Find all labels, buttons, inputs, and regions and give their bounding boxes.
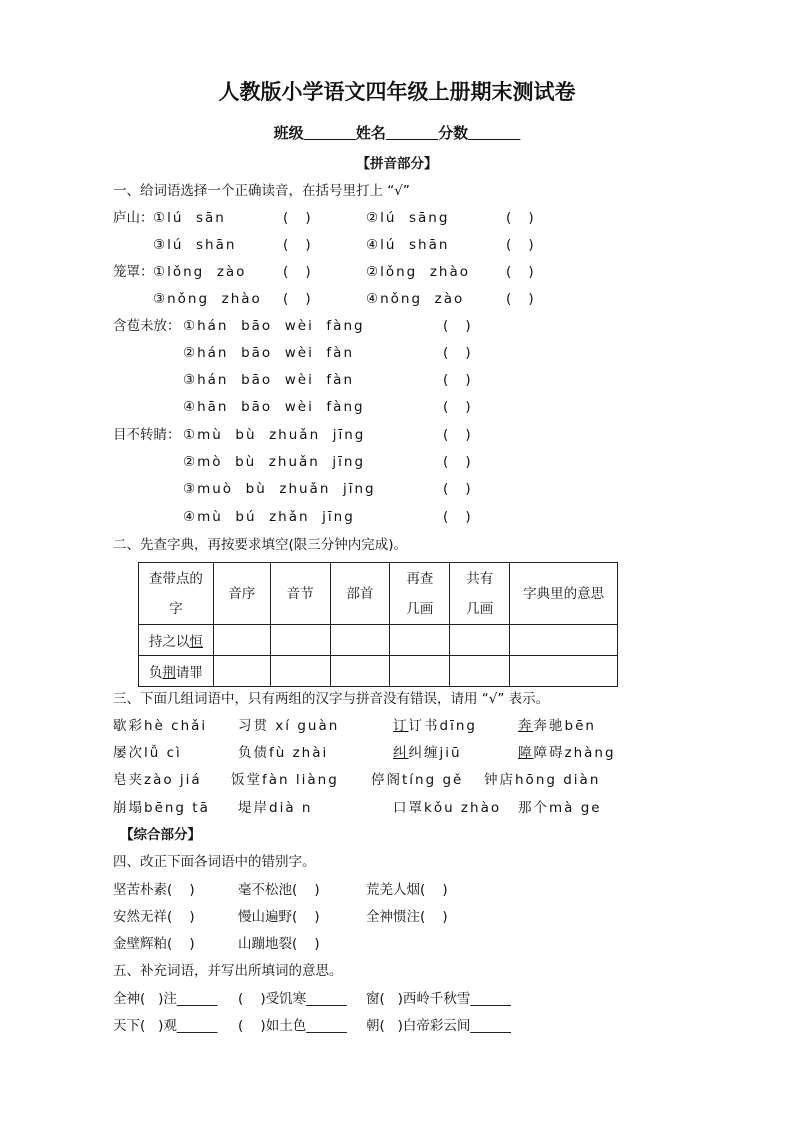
table-header-row — [139, 563, 618, 625]
q3-item[interactable]: 口罩kǒu zhào — [393, 800, 502, 816]
score-label: 分数 — [438, 124, 469, 142]
q3-item[interactable]: 堤岸dià n — [238, 800, 313, 816]
answer-cell[interactable] — [213, 625, 270, 656]
q5-item[interactable]: ( )如土色______ — [238, 1018, 347, 1034]
q3-heading: 三、下面几组词语中，只有两组的汉字与拼音没有错误，请用 “√” 表示。 — [113, 691, 550, 707]
name-field[interactable] — [386, 124, 438, 142]
q1-option: ④mù bú zhǎn jīng — [183, 509, 355, 525]
score-field[interactable] — [468, 124, 520, 142]
class-field[interactable] — [304, 124, 356, 142]
header-cell: 部首 — [330, 563, 390, 625]
q3-item[interactable]: 停阁tíng gě — [371, 772, 464, 788]
answer-cell[interactable] — [450, 656, 510, 687]
q4-item[interactable]: 毫不松池( ) — [238, 882, 320, 898]
q5-heading: 五、补充词语，并写出所填词的意思。 — [113, 963, 343, 979]
q3-item[interactable]: 皂夹zào jiá — [113, 772, 202, 788]
q3-item[interactable]: 习贯 xí guàn — [238, 718, 340, 734]
q1-option: ②lú sāng — [366, 210, 450, 226]
table-row — [139, 625, 618, 656]
q1-answer-paren[interactable]: ( ) — [283, 237, 311, 253]
q5-item[interactable]: 天下( )观______ — [113, 1018, 218, 1034]
answer-cell[interactable] — [450, 625, 510, 656]
q4-item[interactable]: 坚苦朴素( ) — [113, 882, 195, 898]
q5-item[interactable]: 全神( )注______ — [113, 991, 218, 1007]
q5-item[interactable]: 朝( )白帝彩云间______ — [366, 1018, 511, 1034]
q1-answer-paren[interactable]: ( ) — [443, 454, 471, 470]
student-info-line — [0, 124, 794, 142]
q1-option: ④hān bāo wèi fàng — [183, 399, 365, 415]
answer-cell[interactable] — [510, 625, 618, 656]
q1-option: ④lú shān — [366, 237, 450, 253]
q3-item[interactable]: 饭堂fàn liàng — [231, 772, 339, 788]
q1-option: ③muò bù zhuǎn jīng — [183, 481, 376, 497]
row-word: 负荆请罪 — [139, 656, 214, 687]
answer-cell[interactable] — [330, 625, 390, 656]
q1-option: ②mò bù zhuǎn jīng — [183, 454, 366, 470]
answer-cell[interactable] — [510, 656, 618, 687]
q1-answer-paren[interactable]: ( ) — [506, 264, 534, 280]
q4-item[interactable]: 安然无祥( ) — [113, 909, 195, 925]
q1-answer-paren[interactable]: ( ) — [443, 372, 471, 388]
q1-option: ②hán bāo wèi fàn — [183, 345, 355, 361]
q1-word: 含苞未放： — [113, 318, 181, 334]
header-cell: 字典里的意思 — [510, 563, 618, 625]
answer-cell[interactable] — [330, 656, 390, 687]
q4-item[interactable]: 金壁辉粕( ) — [113, 936, 195, 952]
q1-answer-paren[interactable]: ( ) — [283, 210, 311, 226]
name-label: 姓名 — [355, 124, 386, 142]
q4-item[interactable]: 山蹦地裂( ) — [238, 936, 320, 952]
header-cell: 共有 几画 — [450, 563, 510, 625]
header-cell: 音序 — [213, 563, 270, 625]
q2-heading: 二、先查字典，再按要求填空(限三分钟内完成)。 — [113, 537, 408, 553]
q1-answer-paren[interactable]: ( ) — [443, 345, 471, 361]
q1-answer-paren[interactable]: ( ) — [443, 318, 471, 334]
answer-cell[interactable] — [390, 625, 450, 656]
row-word: 持之以恒 — [139, 625, 214, 656]
q4-heading: 四、改正下面各词语中的错别字。 — [113, 854, 316, 870]
q3-item[interactable]: 障障碍zhàng — [518, 745, 616, 761]
header-cell: 音节 — [270, 563, 330, 625]
section-general-heading: 【综合部分】 — [120, 827, 201, 843]
table-row — [139, 656, 618, 687]
q3-item[interactable]: 奔奔驰bēn — [518, 718, 596, 734]
q3-item[interactable]: 纠纠缠jiū — [393, 745, 462, 761]
q3-item[interactable]: 歇彩hè chǎi — [113, 718, 208, 734]
q3-item[interactable]: 负债fù zhài — [238, 745, 329, 761]
page-title: 人教版小学语文四年级上册期末测试卷 — [218, 79, 576, 104]
q1-answer-paren[interactable]: ( ) — [283, 264, 311, 280]
answer-cell[interactable] — [213, 656, 270, 687]
q1-answer-paren[interactable]: ( ) — [506, 210, 534, 226]
q4-item[interactable]: 慢山遍野( ) — [238, 909, 320, 925]
q3-item[interactable]: 崩塌bēng tā — [113, 800, 210, 816]
q1-answer-paren[interactable]: ( ) — [443, 481, 471, 497]
q3-item[interactable]: 订订书dīng — [393, 718, 477, 734]
q1-option: ①mù bù zhuǎn jīng — [183, 427, 366, 443]
section-pinyin-heading: 【拼音部分】 — [356, 156, 438, 172]
header-cell: 查带点的 字 — [139, 563, 214, 625]
class-label: 班级 — [273, 124, 304, 142]
q5-item[interactable]: ( )受饥寒______ — [238, 991, 347, 1007]
answer-cell[interactable] — [270, 625, 330, 656]
q1-heading: 一、给词语选择一个正确读音，在括号里打上 “√” — [113, 183, 410, 199]
q1-option: ①hán bāo wèi fàng — [183, 318, 365, 334]
dictionary-table — [138, 562, 618, 687]
q1-option: ④nǒng zào — [366, 291, 465, 307]
q3-item[interactable]: 屡次lǚ cì — [113, 745, 182, 761]
q1-word: 目不转睛： — [113, 427, 181, 443]
q1-answer-paren[interactable]: ( ) — [443, 427, 471, 443]
q1-option: ①lǒng zào — [153, 264, 247, 280]
q1-word: 庐山： — [113, 210, 154, 226]
q1-option: ①lú sān — [153, 210, 226, 226]
answer-cell[interactable] — [270, 656, 330, 687]
q1-answer-paren[interactable]: ( ) — [506, 237, 534, 253]
q3-item[interactable]: 钟店hōng diàn — [484, 772, 601, 788]
q4-item[interactable]: 全神惯注( ) — [366, 909, 448, 925]
q1-word: 笼罩： — [113, 264, 154, 280]
q1-option: ②lǒng zhào — [366, 264, 470, 280]
q4-item[interactable]: 荒羌人烟( ) — [366, 882, 448, 898]
header-cell: 再查 几画 — [390, 563, 450, 625]
answer-cell[interactable] — [390, 656, 450, 687]
q1-answer-paren[interactable]: ( ) — [443, 509, 471, 525]
q5-item[interactable]: 窗( )西岭千秋雪______ — [366, 991, 511, 1007]
q1-option: ③nǒng zhào — [153, 291, 262, 307]
q1-answer-paren[interactable]: ( ) — [283, 291, 311, 307]
q1-answer-paren[interactable]: ( ) — [443, 399, 471, 415]
q1-option: ③lú shān — [153, 237, 237, 253]
q3-item[interactable]: 那个mà ge — [518, 800, 602, 816]
q1-option: ③hán bāo wèi fàn — [183, 372, 355, 388]
q1-answer-paren[interactable]: ( ) — [506, 291, 534, 307]
